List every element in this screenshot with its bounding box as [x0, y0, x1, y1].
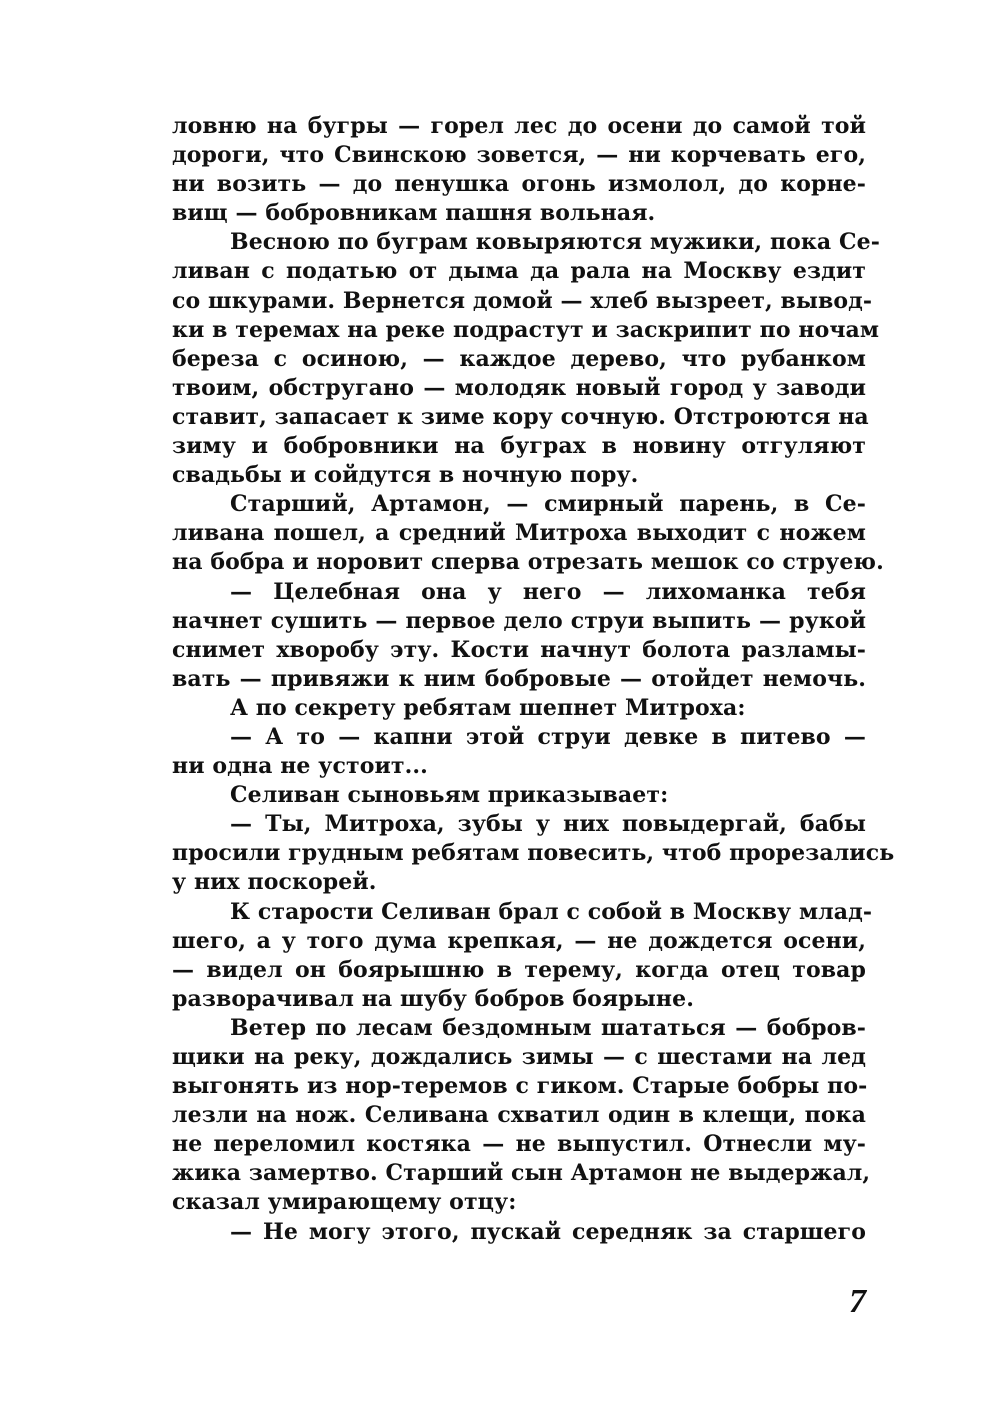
text-line: ливана пошел, а средний Митроха выходит с ножем	[172, 520, 866, 547]
text-line: ни возить — до пенушка огонь измолол, до корне-	[172, 171, 866, 198]
text-line: снимет хворобу эту. Кости начнут болота разламы-	[172, 636, 866, 663]
text-line: К старости Селиван брал с собой в Москву млад-	[230, 898, 873, 925]
text-line: Ветер по лесам бездомным шататься — бобров-	[230, 1014, 866, 1041]
text-line: дороги, что Свинскою зовется, — ни корчевать его,	[172, 142, 866, 169]
text-line: Старший, Артамон, — смирный парень, в Се-	[230, 491, 866, 518]
text-line: ливан с податью от дыма да рала на Москву ездит	[172, 258, 866, 285]
page-number: 7	[849, 1283, 866, 1320]
text-line: — видел он боярышню в терему, когда отец товар	[172, 956, 866, 983]
text-line: шего, а у того дума крепкая, — не дождется осени,	[172, 927, 866, 954]
text-line: — Целебная она у него — лихоманка тебя	[230, 578, 866, 605]
text-line: — Не могу этого, пускай середняк за старшего	[230, 1218, 866, 1245]
text-line: А по секрету ребятам шепнет Митроха:	[230, 694, 746, 721]
text-line: не переломил костяка — не выпустил. Отнесли му-	[172, 1131, 866, 1158]
text-line: вищ — бобровникам пашня вольная.	[172, 200, 656, 227]
text-line: щики на реку, дождались зимы — с шестами на лед	[172, 1044, 866, 1070]
text-line: со шкурами. Вернется домой — хлеб вызреет, вывод-	[172, 287, 873, 314]
text-line: разворачивал на шубу бобров боярыне.	[172, 985, 694, 1012]
text-line: — А то — капни этой струи девке в питево —	[230, 723, 866, 750]
text-line: у них поскорей.	[172, 869, 377, 896]
text-line: ловню на бугры — горел лес до осени до самой той	[172, 113, 866, 139]
text-line: выгонять из нор-теремов с гиком. Старые бобры по-	[172, 1073, 868, 1100]
text-line: сказал умирающему отцу:	[172, 1189, 517, 1216]
text-line: береза с осиною, — каждое дерево, что рубанком	[172, 345, 866, 372]
text-line: на бобра и норовит сперва отрезать мешок со струею.	[172, 549, 884, 576]
page-text	[172, 112, 895, 1247]
text-line: просили грудным ребятам повесить, чтоб прорезались	[172, 840, 895, 867]
text-line: лезли на нож. Селивана схватил один в клещи, пока	[172, 1102, 866, 1129]
text-line: ставит, запасает к зиме кору сочную. Отстроются на	[172, 403, 869, 430]
text-line: ки в теремах на реке подрастут и заскрипит по ночам	[172, 316, 880, 343]
text-line: Весною по буграм ковыряются мужики, пока Се-	[230, 229, 880, 256]
text-line: зиму и бобровники на буграх в новину отгуляют	[172, 433, 866, 460]
text-line: вать — привяжи к ним бобровые — отойдет немочь.	[172, 665, 866, 692]
text-line: Селиван сыновьям приказывает:	[230, 782, 669, 809]
text-line: свадьбы и сойдутся в ночную пору.	[172, 462, 639, 489]
text-line: начнет сушить — первое дело струи выпить — рукой	[172, 607, 866, 634]
text-line: жика замертво. Старший сын Артамон не выдержал,	[172, 1160, 871, 1187]
text-line: — Ты, Митроха, зубы у них повыдергай, бабы	[230, 811, 866, 838]
text-line: твоим, обстругано — молодяк новый город у заводи	[172, 374, 866, 401]
text-line: ни одна не устоит...	[172, 753, 428, 780]
